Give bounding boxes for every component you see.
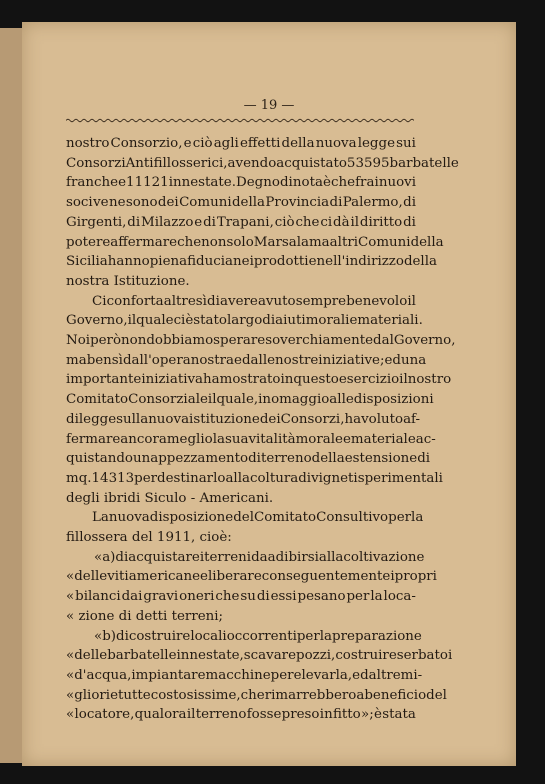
text-line: Ci conforta altresì di avere avuto sempre benevolo il <box>92 293 416 309</box>
text-line: ma bensì dall'opera nostra e dalle nostre iniziative; ed una <box>66 352 427 368</box>
text-line: « a) di acquistare i terreni da adibirsi alla coltivazione <box>94 549 425 565</box>
text-line: nostra Istituzione. <box>66 273 190 289</box>
text-line: franche e 11121 innestate. Degno di nota è che fra i nuovi <box>66 175 416 191</box>
body-text <box>66 134 459 725</box>
text-line: potere affermare che non solo Marsala ma altri Comuni della <box>66 234 444 250</box>
text-line: mq. 14313 per destinarlo alla coltura di vigneti sperimentali <box>66 470 443 486</box>
text-line: soci ve ne sono dei Comuni della Provincia di Palermo, di <box>66 195 416 211</box>
text-line: « delle viti americane e liberare conseguentemente i propri <box>66 569 437 585</box>
text-line: fillossera del 1911, cioè: <box>66 530 232 546</box>
text-line: La nuova disposizione del Comitato Consultivo per la <box>92 510 424 526</box>
text-line: Girgenti, di Milazzo e di Trapani, ciò che ci dà il diritto di <box>66 214 416 230</box>
text-line: Noi però non dobbiamo sperare soverchiamente dal Governo, <box>66 333 456 349</box>
text-line: importante iniziativa ha mostrato in questo esercizio il nostro <box>66 372 452 388</box>
text-line: « delle barbatelle innestate, scavare pozzi, costruire serbatoi <box>66 648 453 664</box>
text-line: Comitato Consorziale il quale, in omaggio alle disposizioni <box>66 392 434 408</box>
text-line: fermare ancora meglio la sua vitalità morale e materiale ac- <box>66 431 436 447</box>
page-number: — 19 — <box>243 98 295 113</box>
text-line: « bilanci dai gravi oneri che su di essi pesano per la loca- <box>66 589 416 605</box>
text-line: degli ibridi Siculo - Americani. <box>66 490 274 506</box>
text-line: Sicilia hanno piena fiducia nei prodotti e nell'indirizzo della <box>66 254 437 270</box>
text-line: di legge sulla nuova istituzione dei Consorzi, ha voluto af- <box>66 411 421 427</box>
text-line: Governo, il quale ci è stato largo di aiuti morali e materiali. <box>66 313 423 329</box>
text-line: quistando un appezzamento di terreno della estensione di <box>66 451 431 467</box>
text-line: « d'acqua, impiantare macchine per elevarla, ed altre mi- <box>66 667 423 683</box>
text-line: nostro Consorzio, e ciò agli effetti della nuova legge sui <box>66 136 416 151</box>
text-line: Consorzi Antifillosserici, avendo acquistato 53595 barbatelle <box>66 155 459 171</box>
book-page <box>22 22 516 766</box>
text-line: « b) di costruire locali occorrenti per la preparazione <box>94 628 422 644</box>
text-line: « locatore, qualora il terreno fosse preso in fitto »; è stata <box>66 707 416 723</box>
decorative-wavy-rule <box>66 118 414 123</box>
text-line: « gliorie tutte costosissime, che rimarrebbero a beneficio del <box>66 687 447 703</box>
text-line: « zione di detti terreni; <box>66 608 224 624</box>
